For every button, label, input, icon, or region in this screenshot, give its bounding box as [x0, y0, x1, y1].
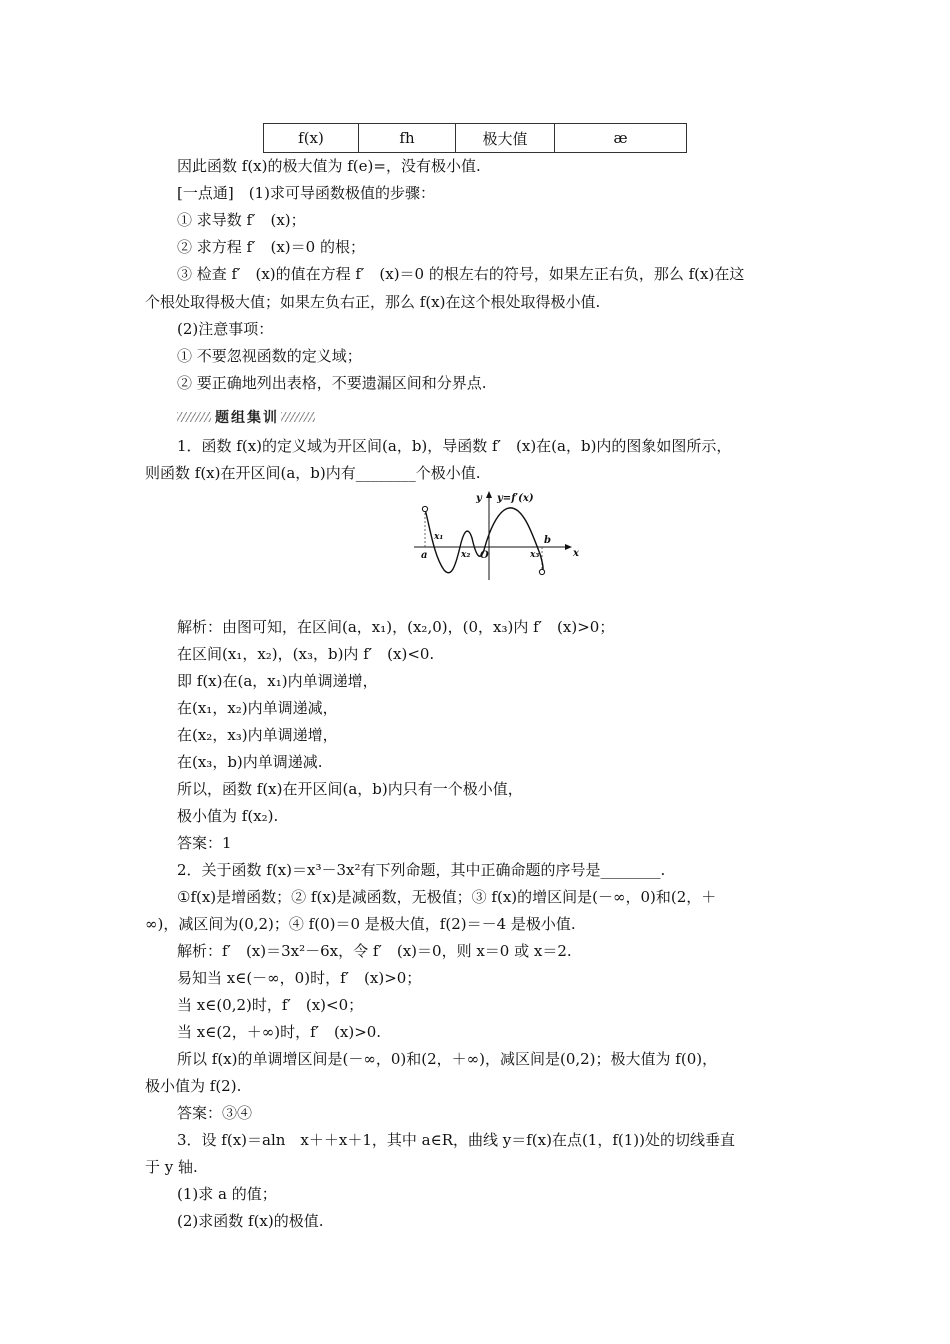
banner-title: 题组集训	[215, 410, 279, 426]
text-line: (1)求 a 的值；	[177, 1185, 277, 1203]
text-line: ∞)，减区间为(0,2)；④ f(0)＝0 是极大值，f(2)＝－4 是极小值.	[145, 915, 576, 933]
text-line: ② 求方程 f′ (x)＝0 的根；	[177, 238, 365, 256]
table-cell: æ	[555, 124, 687, 153]
text-line: 极小值为 f(2).	[145, 1077, 242, 1095]
text-line: 因此函数 f(x)的极大值为 f(e)=，没有极小值.	[177, 157, 481, 175]
extremum-table	[263, 123, 687, 153]
table-cell: 极大值	[456, 124, 555, 153]
text-line: 即 f(x)在(a，x₁)内单调递增，	[177, 672, 378, 690]
hatch-decoration	[281, 412, 315, 422]
question-line: 2．关于函数 f(x)＝x³－3x²有下列命题，其中正确命题的序号是________.	[177, 861, 666, 879]
text-line: 极小值为 f(x₂).	[177, 807, 279, 825]
y-axis-arrow	[486, 491, 492, 498]
text-line: (2)注意事项：	[177, 320, 274, 338]
x-axis-arrow	[565, 544, 572, 550]
text-line: 解析：由图可知，在区间(a，x₁)，(x₂,0)，(0，x₃)内 f′ (x)>0；	[177, 618, 615, 636]
text-line: 易知当 x∈(－∞，0)时，f′ (x)>0；	[177, 969, 422, 987]
label-x2: x₂	[461, 550, 471, 560]
text-line: ③ 检查 f′ (x)的值在方程 f′ (x)＝0 的根左右的符号，如果左正右负，那么 f(x)在这	[177, 265, 745, 283]
answer-line: 答案：1	[177, 834, 232, 852]
text-line: 当 x∈(2，＋∞)时，f′ (x)>0.	[177, 1023, 382, 1041]
open-endpoint-a	[422, 506, 427, 511]
table-cell: f(x)	[264, 124, 359, 153]
answer-line: 答案：③④	[177, 1104, 253, 1122]
label-a: a	[421, 550, 428, 561]
text-line: 在(x₂，x₃)内单调递增，	[177, 726, 338, 744]
text-line: ② 要正确地列出表格，不要遗漏区间和分界点.	[177, 374, 487, 392]
open-endpoint-b	[539, 569, 544, 574]
text-line: 解析：f′ (x)＝3x²－6x，令 f′ (x)＝0，则 x＝0 或 x＝2.	[177, 942, 572, 960]
table-row	[264, 124, 687, 153]
derivative-graph	[410, 488, 580, 584]
question-line: 则函数 f(x)在开区间(a，b)内有________个极小值.	[145, 464, 481, 482]
label-b: b	[544, 535, 551, 546]
question-line: 1．函数 f(x)的定义域为开区间(a，b)，导函数 f′ (x)在(a，b)内的图象如图所示，	[177, 437, 732, 455]
text-line: 个根处取得极大值；如果左负右正，那么 f(x)在这个根处取得极小值.	[145, 293, 601, 311]
label-y: y	[476, 493, 482, 504]
label-origin: O	[480, 550, 489, 561]
question-line: 3．设 f(x)＝aln x＋＋x＋1，其中 a∈R，曲线 y＝f(x)在点(1，f(1))处的切线垂直	[177, 1131, 736, 1149]
table-cell: fh	[359, 124, 456, 153]
label-function: y=f′(x)	[497, 493, 534, 504]
text-line: 在(x₃，b)内单调递减.	[177, 753, 323, 771]
label-x3: x₃	[530, 550, 540, 560]
section-banner	[177, 408, 317, 426]
text-line: 于 y 轴.	[145, 1158, 198, 1176]
label-x1: x₁	[434, 532, 444, 542]
text-line: ① 求导数 f′ (x)；	[177, 211, 306, 229]
text-line: ① 不要忽视函数的定义域；	[177, 347, 362, 365]
text-line: (2)求函数 f(x)的极值.	[177, 1212, 324, 1230]
text-line: ①f(x)是增函数；② f(x)是减函数，无极值；③ f(x)的增区间是(－∞，0)和(2，＋	[177, 888, 717, 906]
text-line: 当 x∈(0,2)时，f′ (x)<0；	[177, 996, 364, 1014]
text-line: 所以，函数 f(x)在开区间(a，b)内只有一个极小值，	[177, 780, 523, 798]
section-heading: [一点通] (1)求可导函数极值的步骤：	[177, 184, 435, 202]
label-x: x	[573, 548, 579, 559]
hatch-decoration	[177, 412, 211, 422]
text-line: 在(x₁，x₂)内单调递减，	[177, 699, 338, 717]
text-line: 在区间(x₁，x₂)，(x₃，b)内 f′ (x)<0.	[177, 645, 435, 663]
text-line: 所以 f(x)的单调增区间是(－∞，0)和(2，＋∞)，减区间是(0,2)；极大值为 f(0)，	[177, 1050, 718, 1068]
